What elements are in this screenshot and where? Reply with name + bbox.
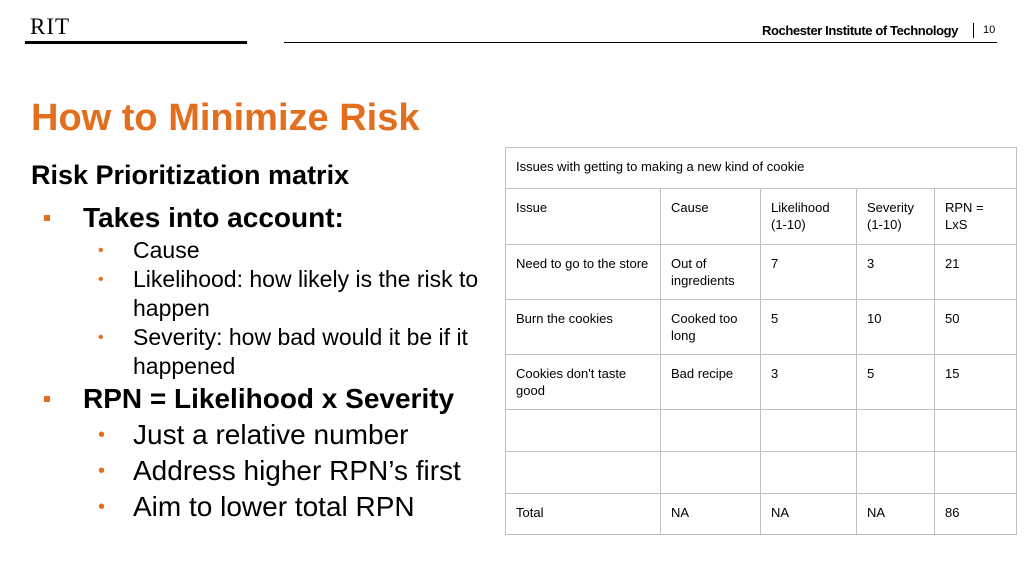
table-cell: 7 (761, 245, 857, 300)
bullet-text: RPN = Likelihood x Severity (83, 383, 455, 414)
header-rule (284, 42, 997, 43)
table-cell: Bad recipe (661, 355, 761, 410)
table-cell: 5 (857, 355, 935, 410)
dot-bullet-icon: • (98, 329, 104, 346)
sub-bullet (31, 453, 501, 489)
column-header: Likelihood (1-10) (761, 189, 857, 245)
table-cell (661, 452, 761, 494)
table-row-empty (506, 452, 1017, 494)
sub-bullet (31, 417, 501, 453)
slide-title: How to Minimize Risk (31, 97, 420, 139)
table-caption: Issues with getting to making a new kind of cookie (506, 148, 1017, 189)
table-cell (935, 452, 1017, 494)
table-cell (661, 410, 761, 452)
table-cell: NA (661, 494, 761, 535)
dot-bullet-icon: • (98, 424, 106, 446)
slide-subtitle: Risk Prioritization matrix (31, 160, 350, 190)
table-total-row (506, 494, 1017, 535)
square-bullet-icon (44, 215, 50, 221)
sub-bullet-text: Address higher RPN’s first (133, 455, 461, 486)
bullet-text: Takes into account: (83, 202, 344, 233)
sub-bullet (31, 489, 501, 525)
table-row (506, 300, 1017, 355)
dot-bullet-icon: • (98, 271, 104, 288)
table-caption-row (506, 148, 1017, 189)
table-cell (506, 410, 661, 452)
bullet-takes-into-account (31, 200, 501, 236)
table-cell: Out of ingredients (661, 245, 761, 300)
table-header-row (506, 189, 1017, 245)
sub-bullet (31, 265, 501, 323)
column-header: Severity (1-10) (857, 189, 935, 245)
table-cell: 3 (761, 355, 857, 410)
column-header: Issue (506, 189, 661, 245)
table-cell: Need to go to the store (506, 245, 661, 300)
table-cell: NA (857, 494, 935, 535)
dot-bullet-icon: • (98, 496, 106, 518)
institute-name: Rochester Institute of Technology (761, 23, 958, 38)
logo-underline (25, 41, 247, 44)
risk-matrix-table (505, 147, 1017, 535)
sub-bullet-text: Aim to lower total RPN (133, 491, 415, 522)
column-header: RPN = LxS (935, 189, 1017, 245)
sub-bullet-text: Cause (133, 237, 200, 263)
table-cell: NA (761, 494, 857, 535)
table-cell: 21 (935, 245, 1017, 300)
dot-bullet-icon: • (98, 242, 104, 259)
table-cell: Burn the cookies (506, 300, 661, 355)
page-number: 10 (983, 24, 996, 36)
table-cell: 3 (857, 245, 935, 300)
table-cell: 15 (935, 355, 1017, 410)
dot-bullet-icon: • (98, 460, 106, 482)
table-cell: 50 (935, 300, 1017, 355)
table-cell: 5 (761, 300, 857, 355)
column-header: Cause (661, 189, 761, 245)
table-cell: 86 (935, 494, 1017, 535)
table-row-empty (506, 410, 1017, 452)
bullet-list (31, 200, 501, 525)
table-cell: Cookies don't taste good (506, 355, 661, 410)
table-cell (857, 452, 935, 494)
table-cell (761, 410, 857, 452)
rit-logo: RIT (30, 14, 71, 39)
sub-bullet-text: Severity: how bad would it be if it happened (133, 324, 468, 379)
table-cell: Cooked too long (661, 300, 761, 355)
sub-bullet-text: Likelihood: how likely is the risk to happen (133, 266, 479, 321)
table-cell (857, 410, 935, 452)
square-bullet-icon (44, 396, 50, 402)
bullet-rpn-formula (31, 381, 501, 417)
table-cell (935, 410, 1017, 452)
table-cell (506, 452, 661, 494)
sub-bullet (31, 323, 501, 381)
table-row (506, 355, 1017, 410)
sub-bullet (31, 236, 501, 265)
table-cell (761, 452, 857, 494)
sub-bullet-text: Just a relative number (133, 419, 409, 450)
page-separator (973, 23, 974, 38)
table-cell: 10 (857, 300, 935, 355)
table-row (506, 245, 1017, 300)
table-cell: Total (506, 494, 661, 535)
